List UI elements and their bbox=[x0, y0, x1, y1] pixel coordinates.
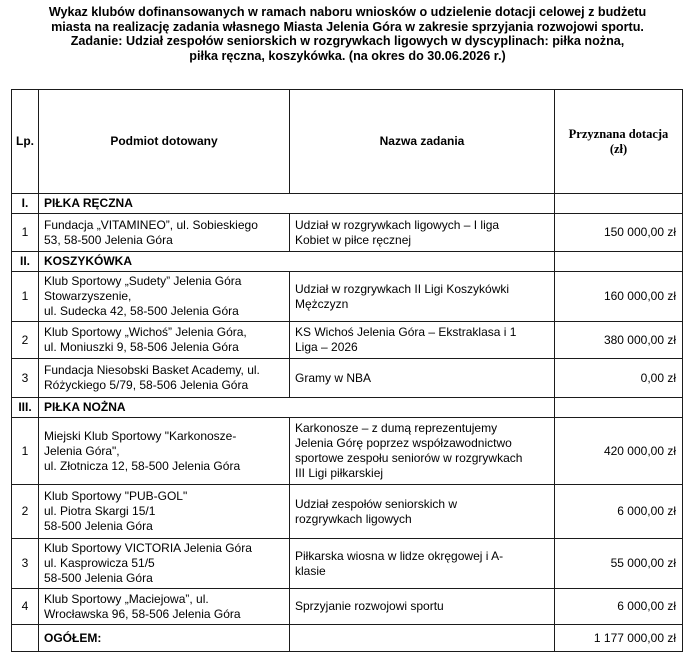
cell-lp: 3 bbox=[12, 539, 39, 589]
section-numeral: I. bbox=[12, 194, 39, 214]
table-row bbox=[12, 539, 683, 589]
cell-lp: 1 bbox=[12, 418, 39, 485]
cell-entity: Klub Sportowy "PUB-GOL" ul. Piotra Skargi 15/1 58-500 Jelenia Góra bbox=[39, 485, 290, 539]
section-grant-empty bbox=[555, 398, 683, 418]
total-task-empty bbox=[290, 625, 555, 652]
cell-entity: Klub Sportowy „Wichoś” Jelenia Góra, ul. Moniuszki 9, 58-506 Jelenia Góra bbox=[39, 322, 290, 359]
cell-entity: Klub Sportowy VICTORIA Jelenia Góra ul. Kasprowicza 51/5 58-500 Jelenia Góra bbox=[39, 539, 290, 589]
total-row bbox=[12, 625, 683, 652]
total-value-cell: 1 177 000,00 zł bbox=[555, 625, 683, 652]
table-row bbox=[12, 485, 683, 539]
cell-grant: 420 000,00 zł bbox=[555, 418, 683, 485]
document-page bbox=[0, 5, 695, 665]
table-row bbox=[12, 589, 683, 625]
col-header-grant: Przyznana dotacja (zł) bbox=[555, 90, 683, 194]
table-row bbox=[12, 418, 683, 485]
cell-entity: Miejski Klub Sportowy "Karkonosze- Jelenia Góra", ul. Złotnicza 12, 58-500 Jelenia Góra bbox=[39, 418, 290, 485]
cell-lp: 1 bbox=[12, 214, 39, 252]
cell-grant: 380 000,00 zł bbox=[555, 322, 683, 359]
cell-lp: 2 bbox=[12, 322, 39, 359]
total-lp-empty bbox=[12, 625, 39, 652]
table-row bbox=[12, 214, 683, 252]
section-name: PIŁKA RĘCZNA bbox=[39, 194, 555, 214]
cell-grant: 55 000,00 zł bbox=[555, 539, 683, 589]
section-name: KOSZYKÓWKA bbox=[39, 252, 555, 272]
cell-task: KS Wichoś Jelenia Góra – Ekstraklasa i 1 Liga – 2026 bbox=[290, 322, 555, 359]
section-grant-empty bbox=[555, 194, 683, 214]
total-label-cell: OGÓŁEM: bbox=[39, 625, 290, 652]
cell-grant: 6 000,00 zł bbox=[555, 485, 683, 539]
grants-table bbox=[11, 89, 683, 652]
table-row bbox=[12, 272, 683, 322]
col-header-task: Nazwa zadania bbox=[290, 90, 555, 194]
section-name: PIŁKA NOŻNA bbox=[39, 398, 555, 418]
cell-grant: 6 000,00 zł bbox=[555, 589, 683, 625]
table-row bbox=[12, 322, 683, 359]
cell-entity: Klub Sportowy „Maciejowa”, ul. Wrocławska 96, 58-506 Jelenia Góra bbox=[39, 589, 290, 625]
col-header-entity: Podmiot dotowany bbox=[39, 90, 290, 194]
cell-task: Sprzyjanie rozwojowi sportu bbox=[290, 589, 555, 625]
cell-task: Udział w rozgrywkach ligowych – I liga Kobiet w piłce ręcznej bbox=[290, 214, 555, 252]
cell-lp: 4 bbox=[12, 589, 39, 625]
cell-grant: 150 000,00 zł bbox=[555, 214, 683, 252]
page-title: Wykaz klubów dofinansowanych w ramach naboru wniosków o udzielenie dotacji celowej z budżetu miasta na realizację zadania własnego Miasta Jelenia Góra w zakresie sprzyjania rozwojowi sportu. Zadanie: Udział zespołów seniorskich w rozgrywkach ligowych w dyscyplinach: piłka nożna, piłka ręczna, koszykówka. (na okres do 30.06.2026 r.) bbox=[48, 5, 647, 63]
section-row-basketball bbox=[12, 252, 683, 272]
cell-task: Piłkarska wiosna w lidze okręgowej i A- klasie bbox=[290, 539, 555, 589]
cell-task: Karkonosze – z dumą reprezentujemy Jelenia Górę poprzez współzawodnictwo sportowe zespołu seniorów w rozgrywkach III Ligi piłkarskiej bbox=[290, 418, 555, 485]
cell-grant: 0,00 zł bbox=[555, 359, 683, 398]
cell-lp: 1 bbox=[12, 272, 39, 322]
cell-entity: Klub Sportowy „Sudety” Jelenia Góra Stowarzyszenie, ul. Sudecka 42, 58-500 Jelenia Góra bbox=[39, 272, 290, 322]
section-grant-empty bbox=[555, 252, 683, 272]
cell-task: Udział zespołów seniorskich w rozgrywkach ligowych bbox=[290, 485, 555, 539]
section-row-football bbox=[12, 398, 683, 418]
cell-entity: Fundacja Niesobski Basket Academy, ul. Różyckiego 5/79, 58-506 Jelenia Góra bbox=[39, 359, 290, 398]
cell-entity: Fundacja „VITAMINEO”, ul. Sobieskiego 53, 58-500 Jelenia Góra bbox=[39, 214, 290, 252]
cell-grant: 160 000,00 zł bbox=[555, 272, 683, 322]
cell-task: Udział w rozgrywkach II Ligi Koszykówki Mężczyzn bbox=[290, 272, 555, 322]
cell-lp: 2 bbox=[12, 485, 39, 539]
col-header-lp: Lp. bbox=[12, 90, 39, 194]
table-row bbox=[12, 359, 683, 398]
section-numeral: III. bbox=[12, 398, 39, 418]
section-row-handball bbox=[12, 194, 683, 214]
section-numeral: II. bbox=[12, 252, 39, 272]
cell-lp: 3 bbox=[12, 359, 39, 398]
header-row bbox=[12, 90, 683, 194]
cell-task: Gramy w NBA bbox=[290, 359, 555, 398]
